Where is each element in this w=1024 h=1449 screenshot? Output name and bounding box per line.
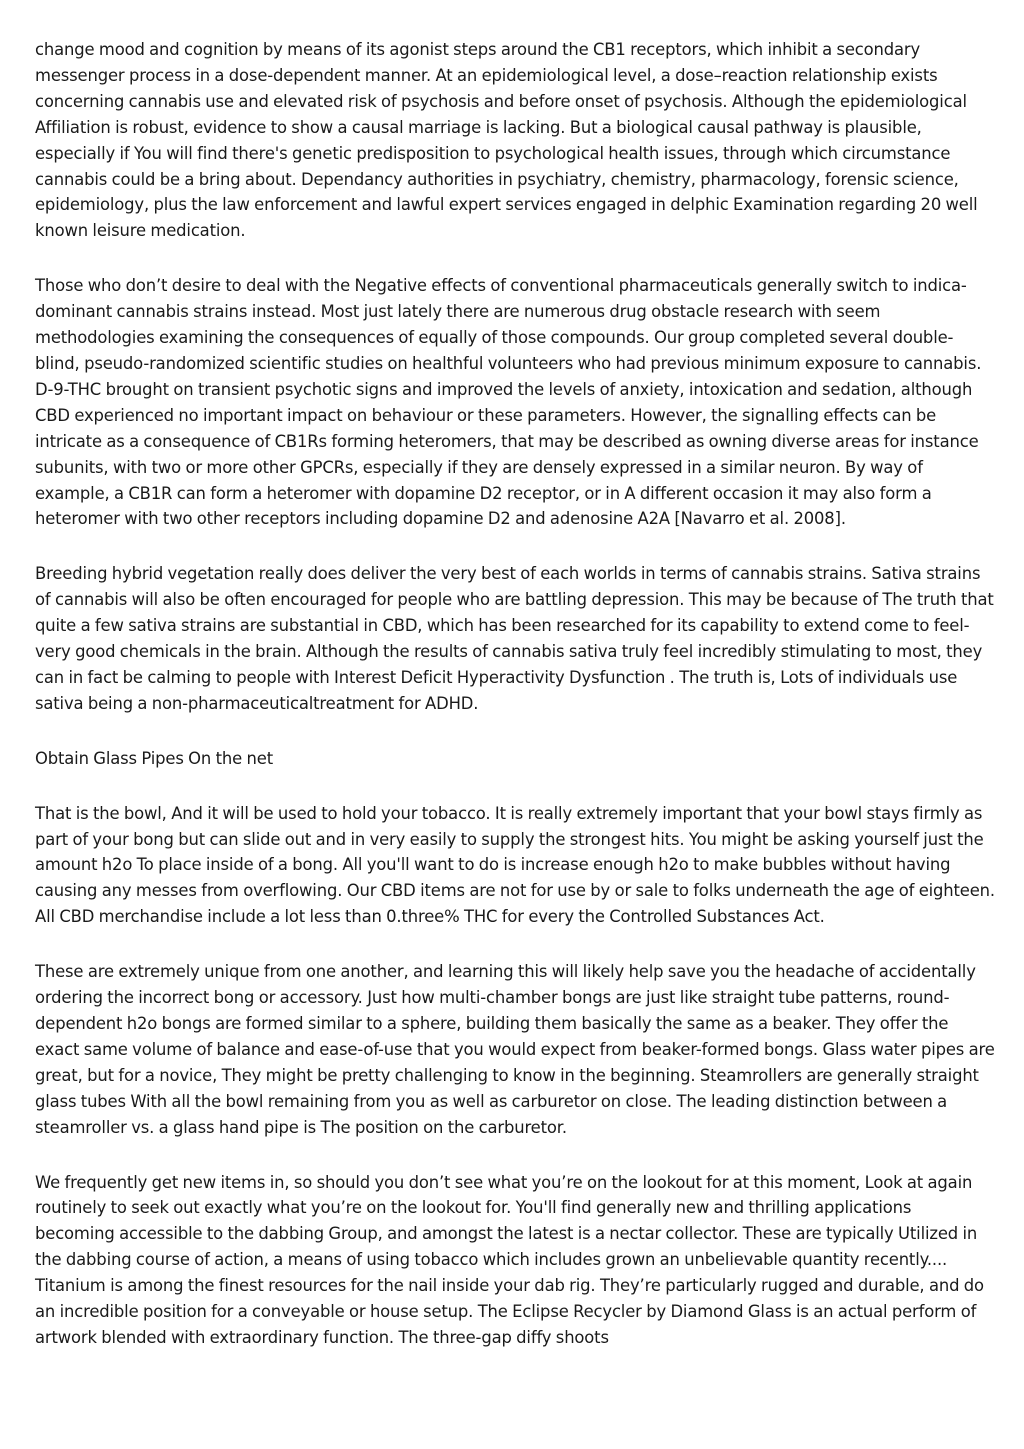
document-body [35, 37, 995, 1380]
paragraph-indica-thc-cbd-studies: Those who don’t desire to deal with the Negative effects of conventional pharmaceuticals generally switch to indica-dominant cannabis strains instead. Most just lately there are numerous drug obstacle research with seem methodologies examining the consequences of equally of those compounds. Our group completed several double-blind, pseudo-randomized scientific studies on healthful volunteers who had previous minimum exposure to cannabis. D-9-THC brought on transient psychotic signs and improved the levels of anxiety, intoxication and sedation, although CBD experienced no important impact on behaviour or these parameters. However, the signalling effects can be intricate as a consequence of CB1Rs forming heteromers, that may be described as owning diverse areas for instance subunits, with two or more other GPCRs, especially if they are densely expressed in a similar neuron. By way of example, a CB1R can form a heteromer with dopamine D2 receptor, or in A different occasion it may also form a heteromer with two other receptors including dopamine D2 and adenosine A2A [Navarro et al. 2008]. [35, 276, 982, 529]
paragraph-sativa-hybrid: Breeding hybrid vegetation really does deliver the very best of each worlds in terms of cannabis strains. Sativa strains of cannabis will also be often encouraged for people who are battling depression. This may be because of The truth that quite a few sativa strains are substantial in CBD, which has been researched for its capability to extend come to feel-very good chemicals in the brain. Although the results of cannabis sativa truly feel incredibly stimulating to most, they can in fact be calming to people with Interest Deficit Hyperactivity Dysfunction . The truth is, Lots of individuals use sativa being a non-pharmaceuticaltreatment for ADHD. [35, 564, 994, 713]
paragraph-psychosis-evidence: change mood and cognition by means of its agonist steps around the CB1 receptors, which inhibit a secondary messenger process in a dose-dependent manner. At an epidemiological level, a dose–reaction relationship exists concerning cannabis use and elevated risk of psychosis and before onset of psychosis. Although the epidemiological Affiliation is robust, evidence to show a causal marriage is lacking. But a biological causal pathway is plausible, especially if You will find there's genetic predisposition to psychological health issues, through which circumstance cannabis could be a bring about. Dependancy authorities in psychiatry, chemistry, pharmacology, forensic science, epidemiology, plus the law enforcement and lawful expert services engaged in delphic Examination regarding 20 well known leisure medication. [35, 40, 978, 241]
paragraph-dabbing-items: We frequently get new items in, so should you don’t see what you’re on the lookout for at this moment, Look at again routinely to seek out exactly what you’re on the lookout for. You'll find generally new and thrilling applications becoming accessible to the dabbing Group, and amongst the latest is a nectar collector. These are typically Utilized in the dabbing course of action, a means of using tobacco which includes grown an unbelievable quantity recently.... Titanium is among the finest resources for the nail inside your dab rig. They’re particularly rugged and durable, and do an incredible position for a conveyable or house setup. The Eclipse Recycler by Diamond Glass is an actual perform of artwork blended with extraordinary function. The three-gap diffy shoots [35, 1172, 984, 1347]
paragraph-bong-types: These are extremely unique from one another, and learning this will likely help save you the headache of accidentally ordering the incorrect bong or accessory. Just how multi-chamber bongs are just like straight tube patterns, round-dependent h2o bongs are formed similar to a sphere, building them basically the same as a beaker. They offer the exact same volume of balance and ease-of-use that you would expect from beaker-formed bongs. Glass water pipes are great, but for a novice, They might be pretty challenging to know in the beginning. Steamrollers are generally straight glass tubes With all the bowl remaining from you as well as carburetor on close. The leading distinction between a steamroller vs. a glass hand pipe is The position on the carburetor. [35, 962, 995, 1137]
section-heading-glass-pipes: Obtain Glass Pipes On the net [35, 748, 273, 768]
paragraph-bong-bowl: That is the bowl, And it will be used to hold your tobacco. It is really extremely important that your bowl stays firmly as part of your bong but can slide out and in very easily to supply the strongest hits. You might be asking yourself just the amount h2o To place inside of a bong. All you'll want to do is increase enough h2o to make bubbles without having causing any messes from overflowing. Our CBD items are not for use by or sale to folks underneath the age of eighteen. All CBD merchandise include a lot less than 0.three% THC for every the Controlled Substances Act. [35, 803, 995, 927]
